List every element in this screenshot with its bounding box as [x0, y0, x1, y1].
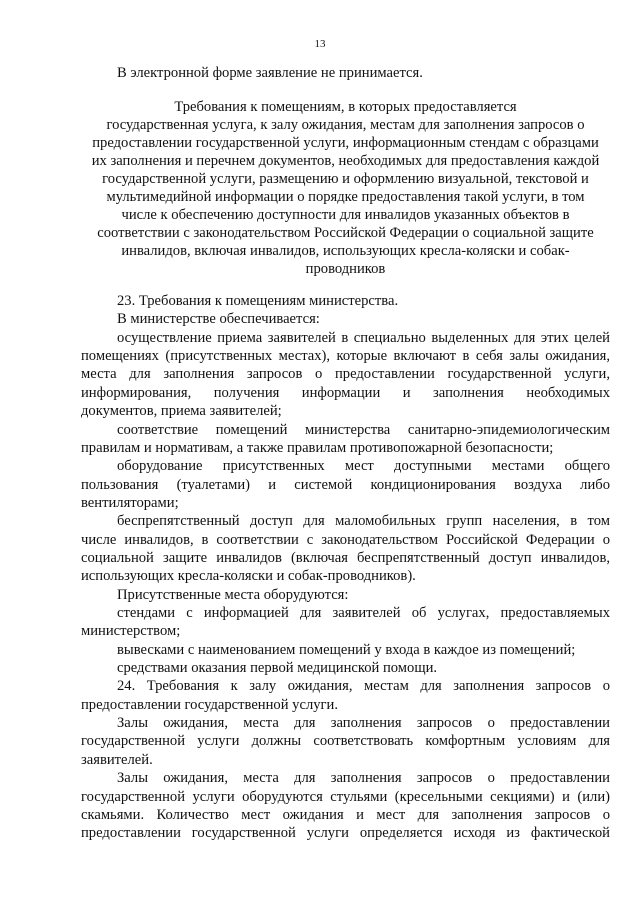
- heading-line: Требования к помещениям, в которых предоставляется: [174, 99, 517, 115]
- heading-line: проводников: [305, 261, 386, 277]
- page-number: 13: [314, 38, 326, 50]
- body-line: помещениях (присутственных местах), которые включают в себя залы ожидания,: [81, 348, 610, 365]
- body-line: стендами с информацией для заявителей об услугах, предоставляемых: [117, 605, 610, 621]
- body-line: соответствие помещений министерства санитарно-эпидемиологическим: [117, 421, 610, 438]
- body-line: социальной защите инвалидов (включая беспрепятственный доступ инвалидов,: [81, 549, 610, 566]
- body-line: 23. Требования к помещениям министерства.: [117, 293, 399, 309]
- body-line: 24. Требования к залу ожидания, местам для заполнения запросов о: [117, 678, 610, 695]
- body-line: вентиляторами;: [81, 494, 179, 511]
- body-line: числе инвалидов, в соответствии с законодательством Российской Федерации о: [81, 531, 610, 548]
- body-line: государственной услуги оборудуются стульями (кресельными секциями) и (или): [81, 788, 610, 805]
- body-line: правилам и нормативам, а также правилам противопожарной безопасности;: [81, 439, 554, 456]
- heading-line: числе к обеспечению доступности для инвалидов указанных объектов в: [121, 207, 570, 223]
- body-line: скамьями. Количество мест ожидания и мест для заполнения запросов о: [81, 806, 610, 823]
- body-line: предоставлении государственной услуги определяется исходя из фактической: [81, 825, 610, 842]
- body-line: места для заполнения запросов о предоставлении государственной услуги,: [81, 366, 610, 383]
- body-line: Залы ожидания, места для заполнения запросов о предоставлении: [117, 715, 610, 731]
- body-line: средствами оказания первой медицинской помощи.: [117, 660, 438, 676]
- body-line: Залы ожидания, места для заполнения запросов о предоставлении: [117, 770, 610, 787]
- body-line: вывесками с наименованием помещений у входа в каждое из помещений;: [117, 641, 576, 658]
- body-line: Присутственные места оборудуются:: [117, 586, 349, 603]
- heading-line: государственной услуги, размещению и оформлению визуальной, текстовой и: [102, 171, 589, 187]
- body-line: В министерстве обеспечивается:: [117, 311, 320, 328]
- body-line: документов, приема заявителей;: [81, 403, 282, 420]
- heading-line: мультимедийной информации о порядке предоставления такой услуги, в том: [106, 189, 585, 205]
- heading-line: инвалидов, включая инвалидов, использующих кресла-коляски и собак-: [121, 243, 570, 259]
- body-line: беспрепятственный доступ для маломобильных групп населения, в том: [117, 513, 610, 530]
- body-line: государственной услуги должны соответствовать комфортным условиям для: [81, 733, 610, 750]
- body-line: министерством;: [81, 623, 181, 640]
- body-line: заявителей.: [81, 751, 153, 768]
- body-line: пользования (туалетами) и системой кондиционирования воздуха либо: [81, 476, 610, 493]
- body-line: использующих кресла-коляски и собак-проводников).: [81, 568, 416, 585]
- body-line: информирования, получения информации и заполнения необходимых: [81, 384, 610, 401]
- heading-line: предоставлении государственной услуги, информационным стендам с образцами: [92, 135, 599, 151]
- heading-line: государственная услуга, к залу ожидания, местам для заполнения запросов о: [106, 117, 585, 133]
- heading-line: их заполнения и перечнем документов, необходимых для предоставления каждой: [91, 153, 600, 169]
- body-line: оборудование присутственных мест доступными местами общего: [117, 458, 610, 475]
- body-line: предоставлении государственной услуги.: [81, 696, 338, 713]
- body-line: осуществление приема заявителей в специально выделенных для этих целей: [117, 329, 610, 346]
- intro-line: В электронной форме заявление не принимается.: [117, 65, 423, 81]
- heading-line: соответствии с законодательством Российской Федерации о социальной защите: [97, 225, 594, 241]
